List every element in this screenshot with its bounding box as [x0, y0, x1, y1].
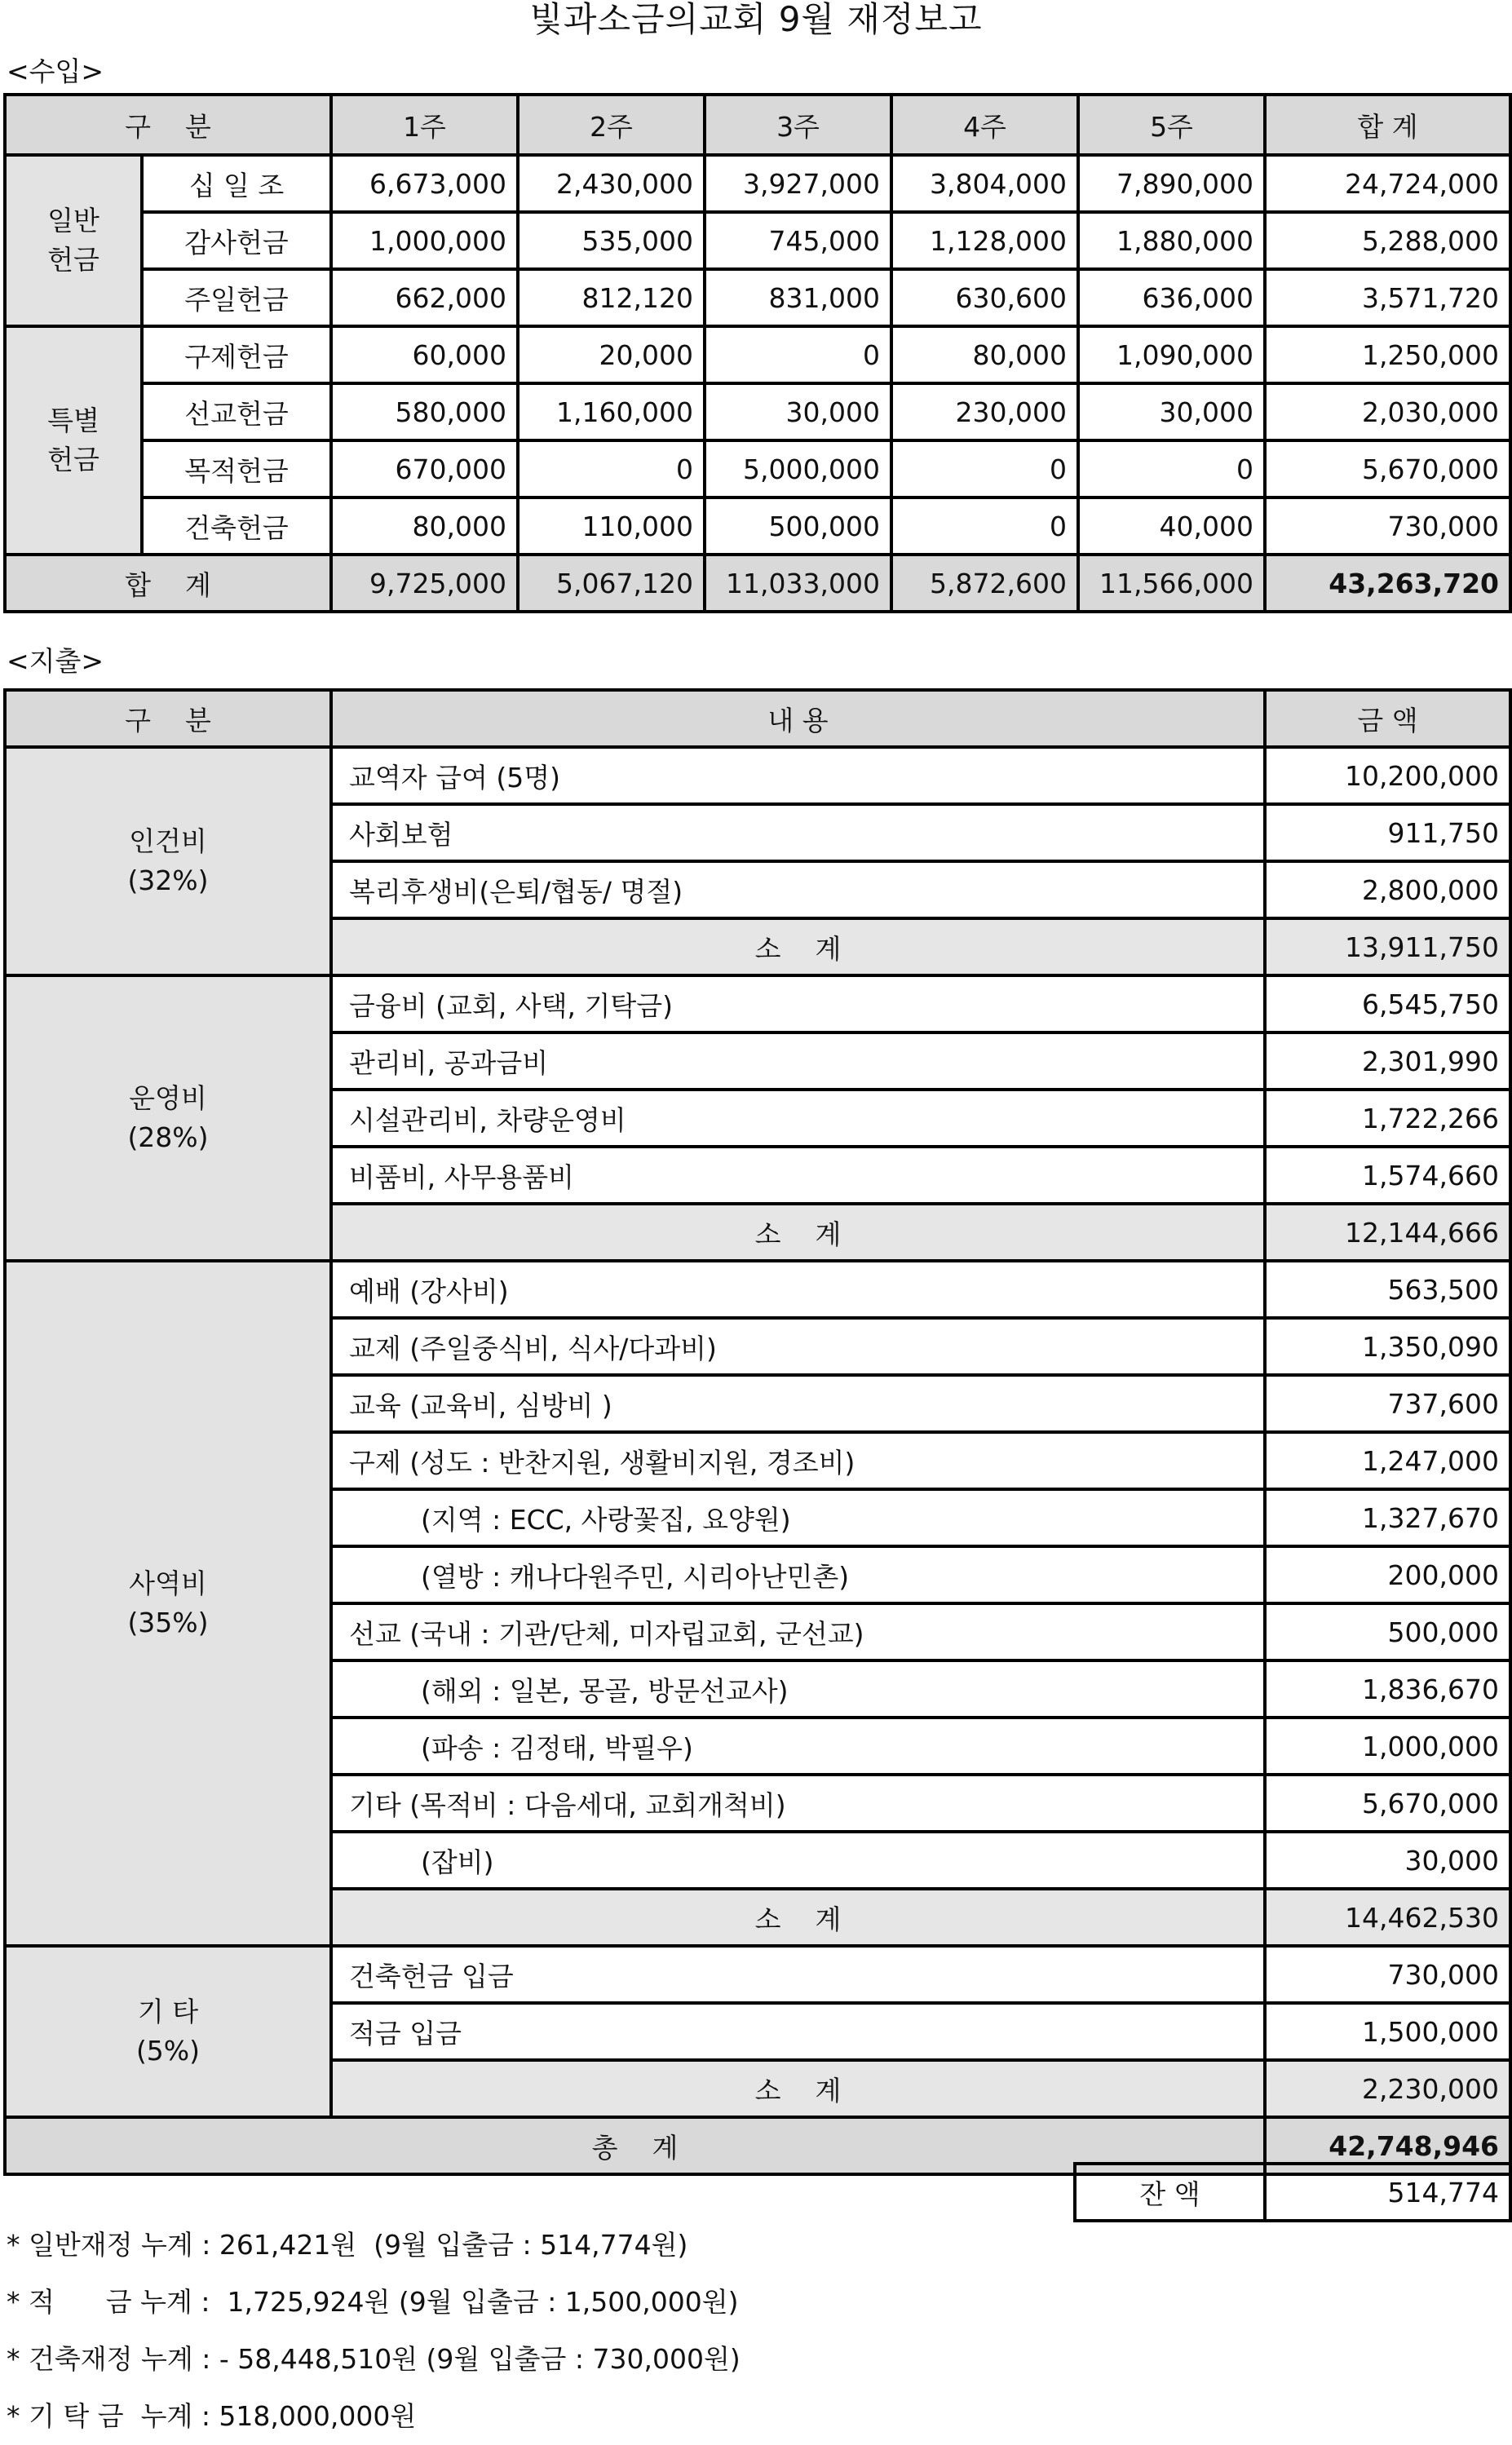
income-value: 30,000 — [705, 383, 891, 440]
income-value: 630,600 — [891, 269, 1078, 326]
expense-item-text: 건축헌금 입금 — [331, 1946, 1265, 2003]
income-value: 230,000 — [891, 383, 1078, 440]
expense-group-name-line: (5%) — [135, 2035, 201, 2067]
income-value: 30,000 — [1078, 383, 1265, 440]
income-value: 812,120 — [518, 269, 705, 326]
expense-group-name-line: (35%) — [127, 1607, 209, 1638]
income-value: 3,804,000 — [891, 155, 1078, 212]
subtotal-amount: 12,144,666 — [1265, 1204, 1510, 1261]
expense-item-amount: 563,500 — [1265, 1261, 1510, 1318]
income-value: 745,000 — [705, 212, 891, 269]
income-sum-value: 9,725,000 — [331, 555, 518, 612]
expense-group-name-line: 사역비 — [129, 1567, 207, 1599]
income-row-label: 감사헌금 — [142, 212, 331, 269]
expense-group-name — [5, 975, 331, 1261]
income-grand-total: 43,263,720 — [1265, 555, 1510, 612]
expense-item-text: 교역자 급여 (5명) — [331, 747, 1265, 804]
income-header-week: 3주 — [705, 95, 891, 155]
expense-group-name-line: 기 타 — [137, 1996, 199, 2027]
income-value: 580,000 — [331, 383, 518, 440]
table-row — [5, 1261, 1510, 1318]
expense-item-text: 구제 (성도 : 반찬지원, 생활비지원, 경조비) — [331, 1432, 1265, 1489]
income-sum-label: 합 계 — [5, 555, 331, 612]
expense-item-amount: 10,200,000 — [1265, 747, 1510, 804]
income-header-week: 2주 — [518, 95, 705, 155]
balance-label: 잔 액 — [1075, 2164, 1265, 2221]
note-savings: * 적 금 누계 : 1,725,924원 (9월 입출금 : 1,500,000원) — [7, 2286, 739, 2318]
income-group-name — [5, 326, 142, 555]
expense-item-amount: 1,327,670 — [1265, 1489, 1510, 1546]
income-value: 110,000 — [518, 497, 705, 555]
table-row — [5, 975, 1510, 1032]
income-value: 1,000,000 — [331, 212, 518, 269]
expense-item-amount: 6,545,750 — [1265, 975, 1510, 1032]
table-row — [5, 269, 1510, 326]
expense-item-text: (열방 : 캐나다원주민, 시리아난민촌) — [331, 1546, 1265, 1603]
income-sum-value: 11,566,000 — [1078, 555, 1265, 612]
income-header-week: 5주 — [1078, 95, 1265, 155]
expense-item-amount: 737,600 — [1265, 1375, 1510, 1432]
expense-group-name-line: 인건비 — [129, 825, 207, 857]
income-value: 6,673,000 — [331, 155, 518, 212]
table-row — [5, 440, 1510, 497]
income-value: 0 — [891, 497, 1078, 555]
income-value: 0 — [1078, 440, 1265, 497]
expense-group-name-line: (28%) — [127, 1121, 209, 1153]
income-row-total: 1,250,000 — [1265, 326, 1510, 383]
income-value: 2,430,000 — [518, 155, 705, 212]
subtotal-amount: 14,462,530 — [1265, 1889, 1510, 1946]
income-value: 3,927,000 — [705, 155, 891, 212]
expense-item-amount: 30,000 — [1265, 1832, 1510, 1889]
income-group-name-line: 특별 — [47, 405, 99, 436]
table-row — [5, 383, 1510, 440]
expense-item-amount: 911,750 — [1265, 804, 1510, 861]
income-section-label: <수입> — [7, 55, 104, 87]
expense-header-amount: 금 액 — [1265, 690, 1510, 747]
income-value: 40,000 — [1078, 497, 1265, 555]
page-title: 빛과소금의교회 9월 재정보고 — [529, 0, 983, 39]
expense-item-amount: 1,722,266 — [1265, 1090, 1510, 1147]
expense-group-name — [5, 1261, 331, 1946]
balance-amount: 514,774 — [1265, 2164, 1510, 2221]
income-value: 7,890,000 — [1078, 155, 1265, 212]
income-row-total: 730,000 — [1265, 497, 1510, 555]
note-deposit: * 기 탁 금 누계 : 518,000,000원 — [7, 2400, 417, 2432]
income-group-name-line: 헌금 — [47, 244, 99, 276]
income-value: 80,000 — [331, 497, 518, 555]
income-row-label: 주일헌금 — [142, 269, 331, 326]
income-table — [3, 93, 1512, 613]
expense-item-text: 교제 (주일중식비, 식사/다과비) — [331, 1318, 1265, 1375]
income-header-total: 합 계 — [1265, 95, 1510, 155]
expense-item-text: 복리후생비(은퇴/협동/ 명절) — [331, 861, 1265, 918]
expense-group-name-line: 운영비 — [129, 1082, 207, 1114]
expense-group-name-line: (32%) — [127, 864, 209, 896]
expense-item-text: (파송 : 김정태, 박필우) — [331, 1718, 1265, 1775]
expense-item-text: (해외 : 일본, 몽골, 방문선교사) — [331, 1660, 1265, 1718]
note-building: * 건축재정 누계 : - 58,448,510원 (9월 입출금 : 730,000원) — [7, 2343, 741, 2375]
income-value: 500,000 — [705, 497, 891, 555]
income-header-category: 구 분 — [5, 95, 331, 155]
expense-item-text: (지역 : ECC, 사랑꽃집, 요양원) — [331, 1489, 1265, 1546]
expense-item-text: 관리비, 공과금비 — [331, 1032, 1265, 1090]
subtotal-label: 소 계 — [331, 1204, 1265, 1261]
table-row — [5, 497, 1510, 555]
expense-item-amount: 2,301,990 — [1265, 1032, 1510, 1090]
income-group-name-line: 헌금 — [47, 444, 99, 475]
income-group-name-line: 일반 — [47, 205, 99, 237]
subtotal-label: 소 계 — [331, 918, 1265, 975]
income-value: 5,000,000 — [705, 440, 891, 497]
income-value: 670,000 — [331, 440, 518, 497]
income-group-name — [5, 155, 142, 326]
income-value: 80,000 — [891, 326, 1078, 383]
expense-item-amount: 1,836,670 — [1265, 1660, 1510, 1718]
grand-total-label: 총 계 — [5, 2117, 1265, 2174]
income-sum-value: 5,067,120 — [518, 555, 705, 612]
expense-item-text: 예배 (강사비) — [331, 1261, 1265, 1318]
note-general: * 일반재정 누계 : 261,421원 (9월 입출금 : 514,774원) — [7, 2229, 688, 2261]
income-value: 662,000 — [331, 269, 518, 326]
income-sum-value: 5,872,600 — [891, 555, 1078, 612]
income-value: 535,000 — [518, 212, 705, 269]
income-row-label: 구제헌금 — [142, 326, 331, 383]
table-row — [5, 1946, 1510, 2003]
table-row — [5, 212, 1510, 269]
expense-group-name — [5, 747, 331, 975]
income-header-week: 1주 — [331, 95, 518, 155]
expense-item-amount: 1,247,000 — [1265, 1432, 1510, 1489]
income-value: 1,160,000 — [518, 383, 705, 440]
income-value: 60,000 — [331, 326, 518, 383]
income-value: 1,090,000 — [1078, 326, 1265, 383]
table-row — [5, 326, 1510, 383]
subtotal-label: 소 계 — [331, 2060, 1265, 2117]
subtotal-label: 소 계 — [331, 1889, 1265, 1946]
expense-item-amount: 1,000,000 — [1265, 1718, 1510, 1775]
expense-group-name — [5, 1946, 331, 2117]
expense-item-amount: 1,500,000 — [1265, 2003, 1510, 2060]
expense-section-label: <지출> — [7, 645, 104, 677]
income-row-label: 건축헌금 — [142, 497, 331, 555]
income-value: 0 — [705, 326, 891, 383]
income-value: 1,128,000 — [891, 212, 1078, 269]
expense-item-amount: 5,670,000 — [1265, 1775, 1510, 1832]
income-row-total: 5,670,000 — [1265, 440, 1510, 497]
income-row-total: 3,571,720 — [1265, 269, 1510, 326]
income-value: 1,880,000 — [1078, 212, 1265, 269]
income-value: 0 — [891, 440, 1078, 497]
expense-header-category: 구 분 — [5, 690, 331, 747]
table-row — [5, 747, 1510, 804]
expense-item-text: 선교 (국내 : 기관/단체, 미자립교회, 군선교) — [331, 1603, 1265, 1660]
expense-item-amount: 1,574,660 — [1265, 1147, 1510, 1204]
income-row-label: 목적헌금 — [142, 440, 331, 497]
expense-item-text: 비품비, 사무용품비 — [331, 1147, 1265, 1204]
expense-item-text: (잡비) — [331, 1832, 1265, 1889]
income-row-total: 5,288,000 — [1265, 212, 1510, 269]
income-value: 0 — [518, 440, 705, 497]
subtotal-amount: 2,230,000 — [1265, 2060, 1510, 2117]
income-value: 831,000 — [705, 269, 891, 326]
income-row-label: 십 일 조 — [142, 155, 331, 212]
expense-item-amount: 500,000 — [1265, 1603, 1510, 1660]
income-row-label: 선교헌금 — [142, 383, 331, 440]
expense-item-text: 금융비 (교회, 사택, 기탁금) — [331, 975, 1265, 1032]
income-header-week: 4주 — [891, 95, 1078, 155]
expense-item-amount: 200,000 — [1265, 1546, 1510, 1603]
income-value: 20,000 — [518, 326, 705, 383]
income-value: 636,000 — [1078, 269, 1265, 326]
table-row — [5, 155, 1510, 212]
subtotal-amount: 13,911,750 — [1265, 918, 1510, 975]
expense-table — [3, 688, 1512, 2176]
grand-total-amount: 42,748,946 — [1265, 2117, 1510, 2174]
expense-item-text: 적금 입금 — [331, 2003, 1265, 2060]
income-row-total: 24,724,000 — [1265, 155, 1510, 212]
expense-item-amount: 2,800,000 — [1265, 861, 1510, 918]
expense-item-text: 교육 (교육비, 심방비 ) — [331, 1375, 1265, 1432]
notes — [7, 2217, 741, 2445]
expense-item-text: 시설관리비, 차량운영비 — [331, 1090, 1265, 1147]
expense-item-text: 기타 (목적비 : 다음세대, 교회개척비) — [331, 1775, 1265, 1832]
expense-item-amount: 730,000 — [1265, 1946, 1510, 2003]
income-row-total: 2,030,000 — [1265, 383, 1510, 440]
expense-item-amount: 1,350,090 — [1265, 1318, 1510, 1375]
income-sum-value: 11,033,000 — [705, 555, 891, 612]
expense-item-text: 사회보험 — [331, 804, 1265, 861]
expense-header-content: 내 용 — [331, 690, 1265, 747]
balance-table — [1073, 2162, 1512, 2222]
